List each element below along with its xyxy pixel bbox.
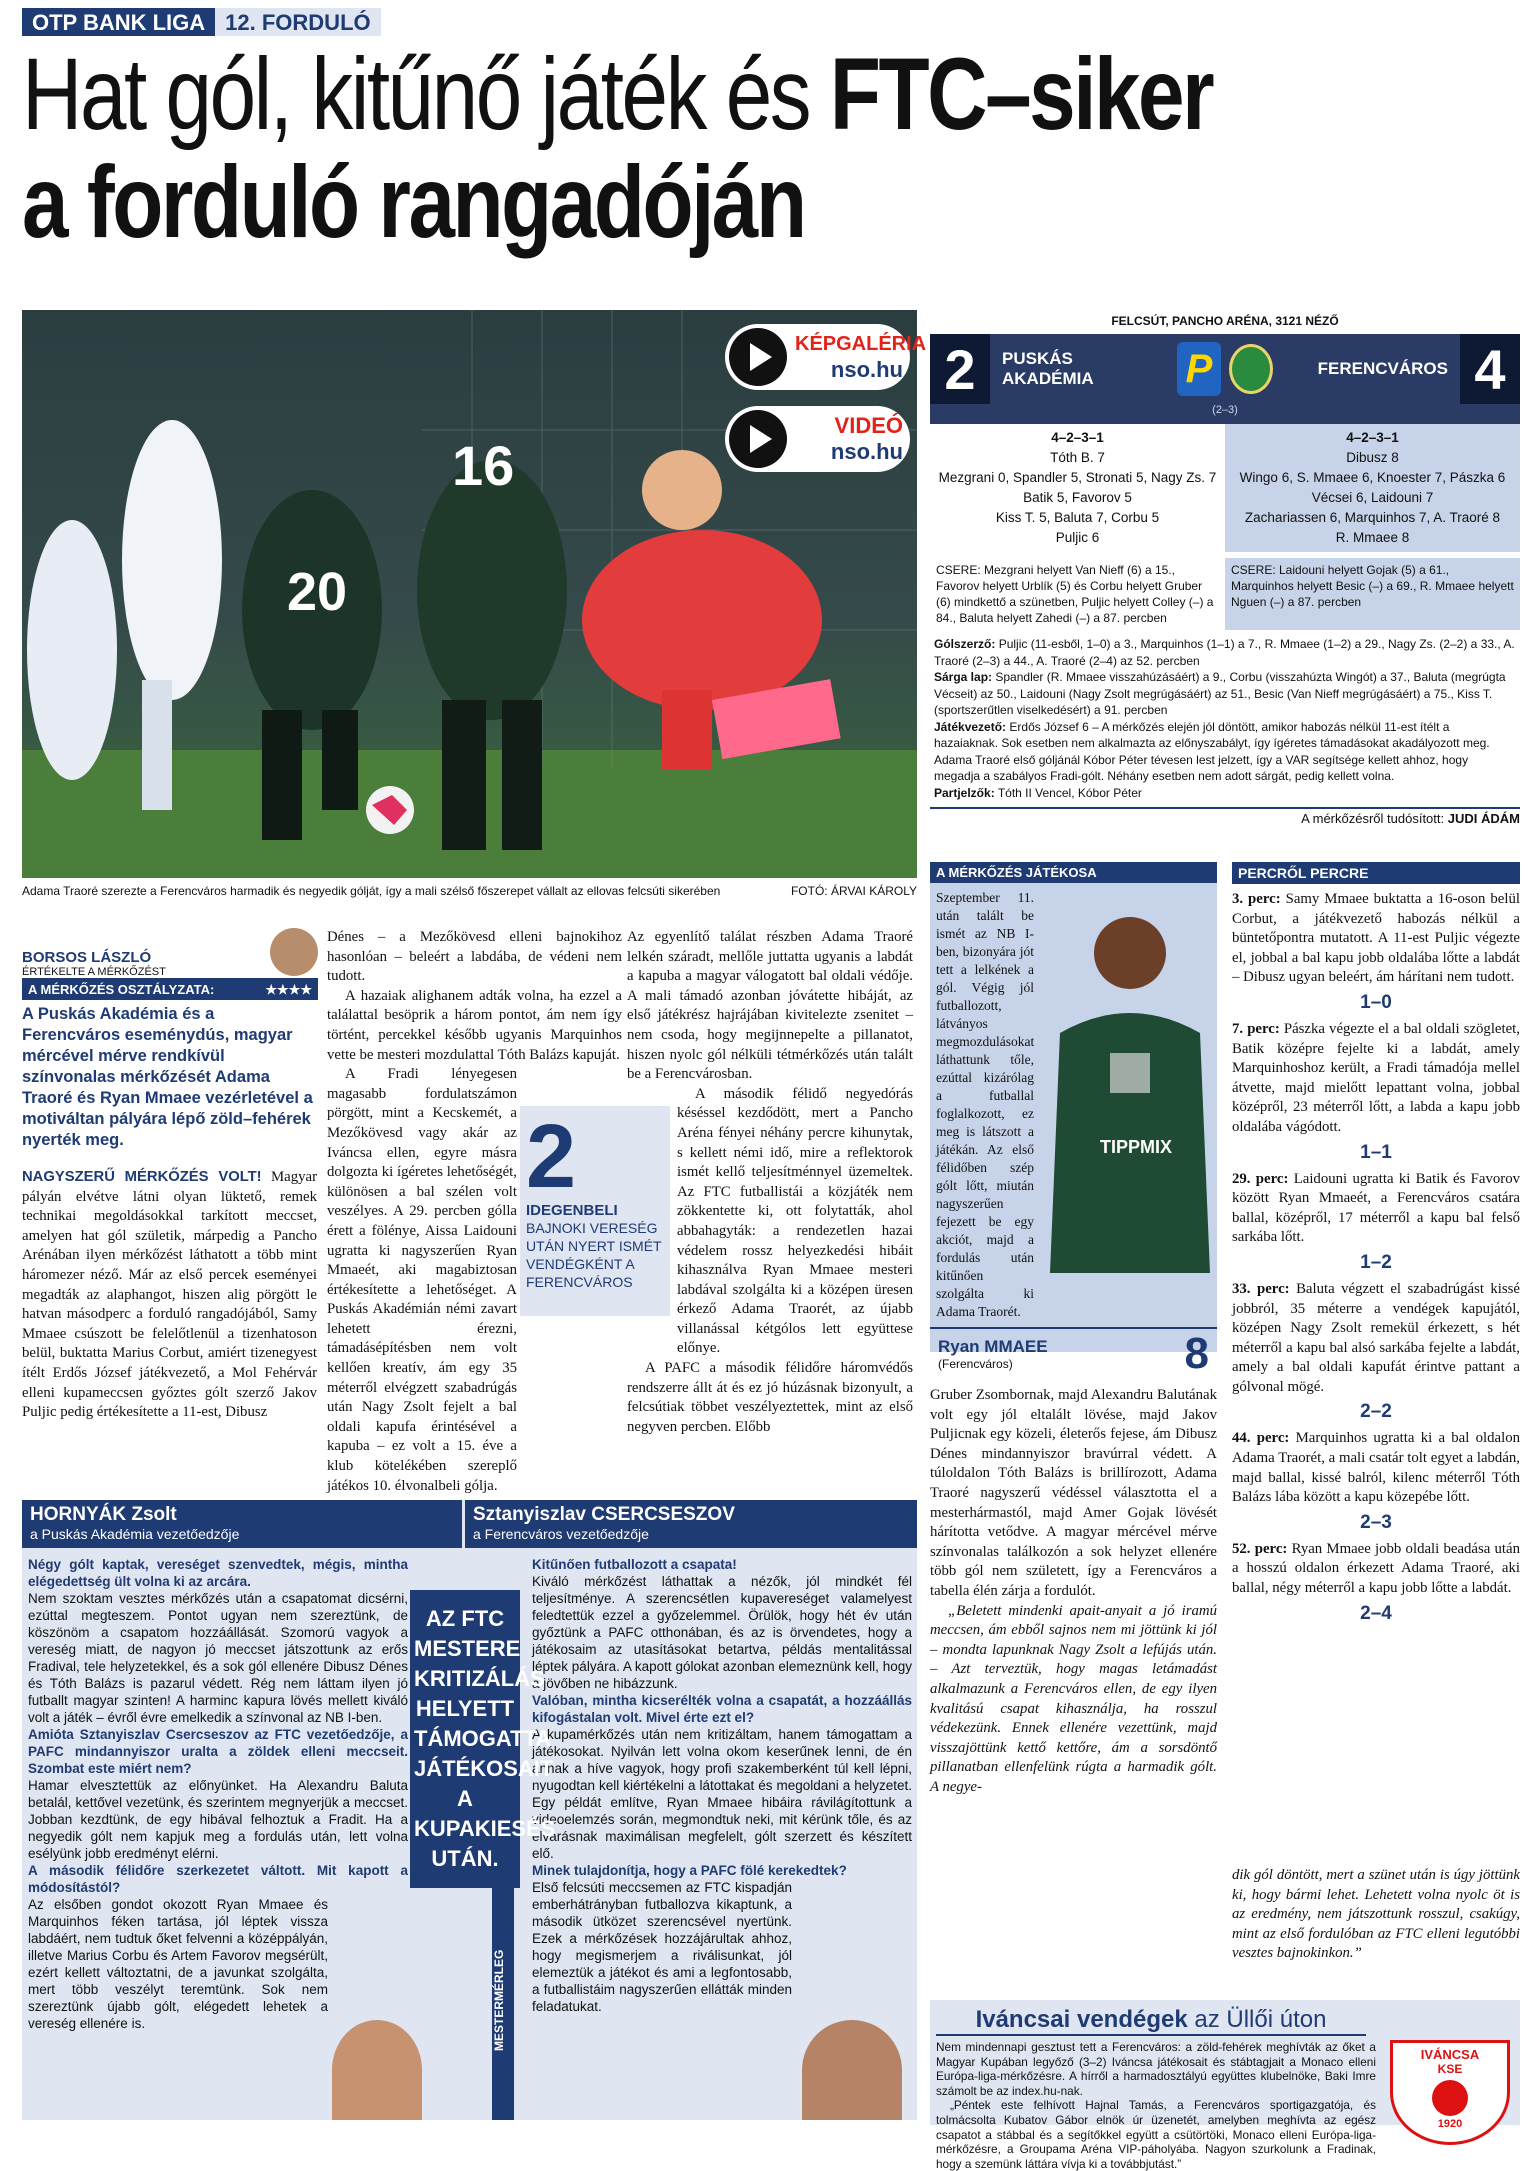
left-coach-photo <box>332 2020 422 2120</box>
event: Marquinhos ugratta ki a bal oldalon Adama Traorét, a mali csatár tolt egyet a labdán, majd ballal, kissé balról, kilenc méterről Tóth Balázs lába között a kapu közepébe lőtt. <box>1232 1430 1520 1506</box>
yellow-cards: Spandler (R. Mmaee visszahúzásáért) a 9., Corbu (visszahúzta Wingót) a 37., Baluta (megrúgta Vécseit) az 50., Laidouni (Nagy Zsolt megrúgásáért) az 51., Besic (Van Nieff megrúgásáért) a 75., Kiss T. (sportszerűtlen viselkedésért) a 91. percben <box>934 670 1506 717</box>
svg-text:16: 16 <box>452 434 515 497</box>
player-photo <box>1040 883 1210 1273</box>
title-rest: az Üllői úton <box>1187 2006 1327 2033</box>
question: Kitűnően futballozott a csapata! <box>532 1557 737 1572</box>
svg-text:20: 20 <box>287 562 348 622</box>
linesmen-label: Partjelzők: <box>934 785 995 800</box>
kicker <box>22 8 381 36</box>
lineup-line: Mezgrani 0, Spandler 5, Stronati 5, Nagy Zs. 7 <box>938 470 1217 485</box>
photo-illustration <box>22 310 927 878</box>
minute: 7. perc: <box>1232 1020 1280 1037</box>
score-bar <box>930 334 1520 404</box>
right-coach-header <box>462 1500 917 1548</box>
ivancsa-crest <box>1390 2040 1510 2145</box>
event: Pászka végezte el a bal oldali szögletet, Batik középre fejelte ki a labdát, amely Marquinhoshoz került, a Fradi támadója mellel átvette, majd mielőtt lepattant volna, jobbal középről, 23 méterről lőtt, a labda a kapu jobb oldalába vágódott. <box>1232 1020 1520 1135</box>
minute: 44. perc: <box>1232 1430 1290 1447</box>
home-team: PUSKÁS AKADÉMIA <box>1002 349 1094 388</box>
pbp-header: PERCRŐL PERCRE <box>1232 862 1520 884</box>
article-col1 <box>22 1168 317 1423</box>
halftime-score: (2–3) <box>930 404 1520 424</box>
yellow-label: Sárga lap: <box>934 670 993 684</box>
lineup-line: Tóth B. 7 <box>1050 450 1105 465</box>
play-by-play <box>1232 862 1520 1922</box>
pbp-entry <box>1232 1170 1520 1248</box>
left-interview <box>28 1556 408 2032</box>
away-score: 4 <box>1460 334 1520 404</box>
lineup-line: Vécsei 6, Laidouni 7 <box>1311 490 1434 505</box>
answer: Első felcsúti meccsemen az FTC kispadján emberhátrányban futballozva kikaptunk, a második ütközet szerencsével nyertünk. Ezek a mérkőzések hozzájárultak ahhoz, hogy megismerjem a riválisunkat, jól elemeztük a játékot és ami a legfontosabb, a futballistáim nagyszerűen ellátták minden feladatukat. <box>532 1880 792 2014</box>
match-details <box>930 630 1520 807</box>
away-lineup <box>1225 424 1520 552</box>
score-panel <box>930 310 1520 826</box>
reporter <box>930 807 1520 826</box>
event: Laidouni ugratta ki Batik és Favorov között Ryan Mmaeét, a Ferencváros csatára ballal, középről, 17 méterről a kapu bal felső sarkába lőtt. <box>1232 1170 1520 1246</box>
left-coach-role: a Puskás Akadémia vezetőedzője <box>30 1526 240 1542</box>
away-team: FERENCVÁROS <box>1317 359 1448 378</box>
player-header: A MÉRKŐZÉS JÁTÉKOSA <box>930 862 1217 883</box>
question: Négy gólt kaptak, vereséget szenvedtek, mégis, mintha elégedettség ült volna ki az arcára. <box>28 1557 408 1589</box>
ivancsa-quote: „Péntek este felhívott Hajnal Tamás, a Ferencváros sportigazgatója, és tolmácsolta Kubatov Gábor elnök úr üzenetét, amelyben meghívta az egész csapatot a stábbal és a segítőkkel együtt a csütörtöki, Monaco elleni Európa-liga-mérkőzésre, a Groupama Aréna VIP-páholyába. Nagyon szurkolunk a Fradinak, hogy a szemünk láttára vívja ki a továbbjutást.” <box>936 2098 1376 2171</box>
author-name: BORSOS LÁSZLÓ <box>22 949 152 966</box>
player-club: (Ferencváros) <box>938 1357 1013 1371</box>
stat-title: IDEGENBELI <box>526 1202 618 1219</box>
pbp-score: 2–3 <box>1360 1511 1392 1533</box>
left-coach-header <box>22 1500 462 1548</box>
event: Ryan Mmaee jobb oldali beadása után a hosszú oldalon érkezett Adama Traoré, aki ballal, négy méterről a kapu jobb lőtte a labdát. <box>1232 1540 1521 1597</box>
ball-icon <box>1432 2080 1468 2116</box>
ivancsa-title <box>936 2006 1366 2036</box>
paragraph: Az egyenlítő találat részben Adama Traoré lelkén száradt, mellőle juttatta ugyanis a labdát a kapuba a magyar válogatott bal oldali védője. A mali támadó azonban jóvátette hibáját, az első játékrész hajrájában kivitelezte zsenitet – nem csoda, hogy megijnnepelte a pillanatot, hiszen nyolc gól nélküli tétmérkőzés után talált be a Ferencvárosban. <box>627 929 913 1083</box>
question: Valóban, mintha kicserélték volna a csapatát, a hozzáállás kifogástalan volt. Mivel érte ezt el? <box>532 1693 912 1725</box>
league-label: OTP BANK LIGA <box>22 8 215 36</box>
stat-text: BAJNOKI VERESÉG UTÁN NYERT ISMÉT VENDÉGKÉNT A FERENCVÁROS <box>526 1220 662 1290</box>
goals: Puljic (11-esből, 1–0) a 3., Marquinhos (1–1) a 7., R. Mmaee (1–2) a 29., Nagy Zs. (2–2) a 33., A. Traoré (2–3) a 44., A. Traoré (2–4) az 52. percben <box>934 637 1515 668</box>
puskas-crest-icon: P <box>1177 342 1221 396</box>
svg-text:TIPPMIX: TIPPMIX <box>1100 1137 1173 1157</box>
right-coach-name: Sztanyiszlav CSERCSESZOV <box>473 1504 735 1525</box>
event: Samy Mmaee buktatta a 16-oson belül Corbut, a játékvezető habozás nélkül a büntetőpontra mutatott. A 11-est Puljic végezte el, jobbal a bal kapu jobb oldalába lőtte a labdát – Dibusz ugyan beleért, ám hárítani nem tudott. <box>1232 891 1520 986</box>
answer: Kiváló mérkőzést láthattak a nézők, jól mindkét fél teljesítménye. A szerencsétlen kupavereséget valamelyest feledtettük ezzel a győzelemmel. Örülök, hogy hét év után győztünk a PAFC otthonában, és az is örvendetes, hogy a játékosaim az utasításokat betartva, példás mentalitással léptek pályára. A kapott gólokat azonban elemeznünk kell, hogy a jövőben ne hibázzunk. <box>532 1574 912 1691</box>
lead-paragraph: A Puskás Akadémia és a Ferencváros eseménydús, magyar mércével mérve rendkívül színvonalas mérkőzését Adama Traoré és Ryan Mmaee vezérletével a motiváltan pályára lépő zöld–fehérek nyerték meg. <box>22 1005 313 1149</box>
article-col3 <box>627 928 913 1437</box>
paragraph: Gruber Zsombornak, majd Alexandru Balutának volt egy jól eltalált lövése, majd Jakov Puljicnak egy közeli, életerős fejese, ám Dibusz Dénes mindannyiszor bravúrral védett. A túloldalon Tóth Balázs is brillírozott, Adama Traoré nagyszerű védéssel választotta el a mesterhármastól, majd Amer Gojak lövését hárította vetődve. A magyar mércével mérve színvonalas találkozón a sok helyzet ellenére több gól nem született, így a Ferencváros a tabella élén zárja a fordulót. <box>930 1387 1217 1599</box>
pbp-entry <box>1232 1020 1520 1138</box>
home-subs: CSERE: Mezgrani helyett Van Nieff (6) a 15., Favorov helyett Urblík (5) és Corbu helyett Gruber (6) mindkettő a szünetben, Puljic helyett Colley (–) a 84., Baluta helyett Zahedi (–) a 87. percben <box>936 563 1214 625</box>
answer: A kupamérkőzés után nem kritizáltam, hanem támogattam a játékosokat. Nyilván lett volna okom keserűnek lenni, de én annak a híve vagyok, hogy profi szakemberként túl kell lépni, nyugodtan kell kiértékelni a látottakat és megoldani a helyzetet. Egy példát említve, Ryan Mmaee hibáira rávilágítottunk a videoelemzés során, megmondtuk neki, mit kérünk tőle, és az elvárásnak maximálisan megfelelt, gólt szerzett és készített elő. <box>532 1727 912 1861</box>
stat-number: 2 <box>526 1107 577 1207</box>
lineup-line: Kiss T. 5, Baluta 7, Corbu 5 <box>995 510 1160 525</box>
lineup-line: Dibusz 8 <box>1346 450 1399 465</box>
pbp-entry <box>1232 890 1520 988</box>
pbp-score: 1–2 <box>1360 1251 1392 1273</box>
substitutions <box>930 558 1520 630</box>
paragraph: A PAFC a második félidőre háromvédős rendszerre állt át és ez jó húzásnak bizonyult, a felcsútiak többet veszélyeztettek, mint az első negyven percben. Előbb <box>627 1360 913 1435</box>
photo-credit: FOTÓ: ÁRVAI KÁROLY <box>790 884 917 898</box>
pbp-entry <box>1232 1280 1520 1398</box>
crest-text: IVÁNCSA <box>1420 2047 1480 2062</box>
rating-stars: ★★★★ <box>265 982 312 997</box>
ivancsa-box <box>930 2000 1520 2171</box>
headline-line2: a forduló rangadóján <box>22 145 805 259</box>
crest-kse: KSE <box>1437 2062 1463 2076</box>
question: Amióta Sztanyiszlav Csercseszov az FTC vezetőedzője, a PAFC mindannyiszor uralta a zöldek elleni meccseit. Szombat este miért nem? <box>28 1727 408 1776</box>
referee-label: Játékvezető: <box>934 719 1007 734</box>
home-formation: 4–2–3–1 <box>1051 430 1104 445</box>
minute: 3. perc: <box>1232 891 1281 907</box>
lead-in: NAGYSZERŰ MÉRKŐZÉS VOLT! <box>22 1169 262 1185</box>
answer: Az elsőben gondot okozott Ryan Mmaee és Marquinhos féken tartása, jól léptek vissza labdáért, nem tudtuk őket felvenni a középpályán, illetve Marius Corbu és Artem Favorov megsérült, ezért kellett változtatni, de a javunkat szolgálta, mert több veszélyt teremtünk. Sok nem szereztünk újabb gólt, elégedett lehetek a vereség ellenére is. <box>28 1897 328 2031</box>
headline-bold: FTC–siker <box>829 37 1213 151</box>
paragraph: A Fradi lényegesen magasabb fordulatszámon pörgött, mint a Kecskemét, a Mezőkövesd vagy akár az Iváncsa ellen, egyre másra dolgozta ki ígéretes lehetőségét, különösen a bal szélen volt veszélyes. A 29. percben gólla érett a fölénye, Aissa Laidouni ugratta ki nagyszerűen Ryan Mmaeét, aki magabiztosan értékesítette a lehetőséget. A Puskás Akadémián némi zavart lehetett érezni, támadásépítésben nem volt kellően kreatív, ám egy 35 méterről elvégzett szabadrúgás után Nagy Zsolt fejelt a bal oldali kapufa érintésével a kapuba – ez volt a 15. éve a klub kötelékében szereplő játékos 10. élvonalbeli gólja. <box>327 1066 517 1494</box>
referee: Erdős József 6 – A mérkőzés elején jól döntött, amikor habozás nélkül 11-est ítélt a hazaiaknak. Sok esetben nem alkalmazta az előnyszabályt, így ígéretes támadásokat akadályozott meg. Adama Traoré első góljánál Kóbor Péter tévesen lest jelzett, így a VAR segítsége kellett ahhoz, hogy megadja a szabályos Fradi-gólt. Néhány esetben nem adott sárgát, pedig kellett volna. <box>934 719 1490 783</box>
col1-text: Magyar pályán elvétve látni olyan lüktető, remek technikai megoldásokkal tarkított meccset, amelyen hat gól születik, márpedig a Pancho Arénában ilyen mérkőzést láthatott a több mint háromezer néző. Már az első percek eseményei megadták az alaphangot, hiszen alig pörgött le hatvan másodperc a forduló rangadójából, Samy Mmaee csúszott be felelőtlenül a tizenhatoson belül, buktatta Marius Corbut, amiért tizenegyest ítélt Erdős József játékvezető, a Mol Fehérvár elleni kupameccsen győztes gólt szerző Jakov Puljic pedig értékesítette a 11-est, Dibusz <box>22 1169 317 1421</box>
author-role: ÉRTÉKELTE A MÉRKŐZÉST <box>22 966 166 978</box>
paragraph: A második félidő negyedórás késéssel kezdődött, mert a Pancho Aréna fényei néhány percre kihunytak, s kellett némi idő, mire a reflektorok ismét kellő teljesítménnyel üzemeltek. Az FTC futballistái a közjáték nem zökkentette ki, ott folytatták, ahol abbahagyták: a rendezetlen hazai védelem rossz helyezkedési hibáit kihasználva Ryan Mmaee mesteri labdával szolgálta ki a középen üresen érkező Adama Traorét, az újabb villanással kétgólos lett együttese előnye. <box>677 1085 913 1357</box>
home-lineup <box>930 424 1225 552</box>
player-name: Ryan MMAEE <box>938 1337 1048 1356</box>
video-site: nso.hu <box>830 439 903 464</box>
title-bold: Iváncsai vendégek <box>975 2006 1188 2033</box>
quote-paragraph: „Beletett mindenki apait-anyait a jó iramú meccsen, ám ebből sajnos nem mi jöttünk ki jól – mondta lapunknak Nagy Zsolt a lefújás után. – Azt terveztük, hogy magas letámadást alkalmazunk a Ferencváros ellen, de egy ilyen kvalitású csapat kihasználja, ha rosszul védekezünk. Ennek ellenére vezettünk, majd visszajöttünk kettő kettőre, ám a sorsdöntő pillanatban ellenfelünk rúgta a harmadik gólt. A negye- <box>930 1602 1217 1795</box>
pbp-entry <box>1232 1540 1520 1599</box>
headline-part1: Hat gól, kitűnő játék és <box>22 37 830 151</box>
minute: 52. perc: <box>1232 1540 1288 1557</box>
gallery-site: nso.hu <box>830 357 903 382</box>
article-col4 <box>930 1386 1217 1797</box>
video-label: VIDEÓ <box>834 413 903 438</box>
goals-label: Gólszerző: <box>934 637 996 651</box>
pbp-score: 1–1 <box>1360 1141 1392 1163</box>
author-avatar <box>270 928 318 976</box>
caption-text: Adama Traoré szerezte a Ferencváros harmadik és negyedik gólját, így a mali szélső főszerepet vállalt az ellovas felcsúti sikerében <box>22 884 721 898</box>
event: Baluta végzett el szabadrúgást kissé jobbról, 35 méterre a vendégek kapujától, középen Nagy Zsolt remekül érkezett, s hét méterről a kapu bal alsó sarkába fejelte a labdát, amely a bal oldali kapufát érintve pattant a gólvonal mögé. <box>1232 1280 1521 1395</box>
answer: Hamar elvesztettük az előnyünket. Ha Alexandru Baluta betalál, kettővel vezetünk, és szerintem megnyerjük a meccset. Jobban kezdtünk, de egy hibával felhoztuk a Fradit. Ha a negyedik gólt nem kapjuk meg a fordulás után, lett volna esélyünk jobb eredményt elérni. <box>28 1778 408 1861</box>
left-coach-name: HORNYÁK Zsolt <box>30 1504 177 1525</box>
round-label: 12. FORDULÓ <box>215 8 380 36</box>
right-interview <box>532 1556 912 2015</box>
answer: Nem szoktam vesztes mérkőzés után a csapatomat dicsérni, ezúttal megteszem. Pontot ugyan nem szereztünk, de köszönöm a csapatom hozzáállását. Szomorú vagyok a vereség miatt, de nagyon jó meccset játszottunk az erős Fradival, tele helyzetekkel, és a sok gól ellenére Dibusz Dénes és Tóth Balázs is pazarul védett. Rég nem láttam ilyen jó futballt magyar szinten! A harminc kapura lövés mellett kiváló volt a játék – évről évre emelkedik a színvonal az NB I-ben. <box>28 1591 408 1725</box>
gallery-button[interactable] <box>725 324 927 390</box>
player-of-match <box>930 862 1217 1378</box>
right-coach-photo <box>802 2020 902 2120</box>
pbp-score: 2–2 <box>1360 1401 1392 1423</box>
pbp-entry <box>1232 1429 1520 1507</box>
ferencvaros-crest-icon <box>1229 344 1273 394</box>
play-icon <box>729 328 787 386</box>
question: A második félidőre szerkezetet váltott. Mit kapott a módosítástól? <box>28 1863 408 1895</box>
reporter-label: A mérkőzésről tudósított: <box>1301 811 1445 826</box>
rating-bar <box>22 980 318 1000</box>
gallery-label: KÉPGALÉRIA <box>795 333 927 355</box>
venue: FELCSÚT, PANCHO ARÉNA, 3121 NÉZŐ <box>1111 314 1339 328</box>
lineup-line: Batik 5, Favorov 5 <box>1023 490 1132 505</box>
question: Minek tulajdonítja, hogy a PAFC fölé kerekedtek? <box>532 1863 847 1878</box>
lineup-line: Puljic 6 <box>1055 530 1100 545</box>
minute: 33. perc: <box>1232 1280 1290 1297</box>
away-formation: 4–2–3–1 <box>1346 430 1399 445</box>
home-score: 2 <box>930 334 990 404</box>
author-box <box>22 928 318 1000</box>
headline <box>22 37 1244 259</box>
paragraph: A hazaiak alighanem adták volna, ha ezzel a találattal besöprik a három pontot, ám nem így történt, percekkel később ugyanis Marquinhos vette be mesteri mozdulattal Tóth Balázs kapuját. <box>327 987 622 1063</box>
pbp-score: 1–0 <box>1360 991 1392 1013</box>
play-icon <box>729 410 787 468</box>
video-button[interactable] <box>725 406 910 472</box>
paragraph: Dénes – a Mezőkövesd elleni bajnokihoz hasonlóan – beleért a labdába, de védeni nem tudott. <box>327 929 622 985</box>
player-text: Szeptember 11. után talált be ismét az NB I-ben, bizonyára jót tett a lelkének a gól. Végig jól futballozott, látványos megmozdulásokat láthattunk tőle, ezúttal kizárólag a futballal foglalkozott, ez meg is látszott a játékán. Az első félidőben szép gólt lőtt, miután nagyszerűen fejezett be egy akciót, majd a fordulás után kitűnően szolgálta ki Adama Traorét. <box>936 890 1035 1319</box>
crest-year: 1920 <box>1437 2118 1463 2130</box>
lineup-line: Zachariassen 6, Marquinhos 7, A. Traoré 8 <box>1244 510 1501 525</box>
photo-caption <box>22 884 917 898</box>
player-rating: 8 <box>1184 1329 1209 1378</box>
mestermerleg-label: MESTERMÉRLEG <box>492 1880 514 2120</box>
quote-end: dik gól döntött, mert a szünet után is úgy jöttünk ki, hogy bármi lehet. Lehetett volna nyolc öt is az eredmény, nem játszottunk rosszul, csakúgy, mint az első fordulóban az FTC elleni legutóbbi vesztes bajnokinkon.” <box>1232 1867 1520 1962</box>
away-subs: CSERE: Laidouni helyett Gojak (5) a 61., Marquinhos helyett Besic (–) a 69., R. Mmaee helyett Nguen (–) a 87. percben <box>1225 558 1520 630</box>
rating-label: A MÉRKŐZÉS OSZTÁLYZATA: <box>28 982 215 997</box>
reporter-name: JUDI ÁDÁM <box>1447 811 1520 826</box>
match-photo <box>22 310 927 878</box>
lineup-line: R. Mmaee 8 <box>1335 530 1410 545</box>
interview-pullquote: AZ FTC MESTERE KRITIZÁLÁS HELYETT TÁMOGATTA JÁTÉKOSAIT A KUPAKIESÉS UTÁN. <box>410 1590 520 1888</box>
linesmen: Tóth II Vencel, Kóbor Péter <box>997 785 1142 800</box>
lineup-line: Wingo 6, S. Mmaee 6, Knoester 7, Pászka 6 <box>1239 470 1506 485</box>
pbp-score: 2–4 <box>1360 1602 1392 1624</box>
right-coach-role: a Ferencváros vezetőedzője <box>473 1526 649 1542</box>
lineups <box>930 424 1520 552</box>
ivancsa-text: Nem mindennapi gesztust tett a Ferencváros: a zöld-fehérek meghívták az őket a Magyar Kupában legyőző (3–2) Iváncsa játékosait és stábtagjait a Monaco elleni Európa-liga-mérkőzésre. A hírről a harmadosztályú együttes klubelnöke, Baki Imre számolt be az index.hu-nak. <box>936 2040 1376 2098</box>
minute: 29. perc: <box>1232 1170 1289 1187</box>
